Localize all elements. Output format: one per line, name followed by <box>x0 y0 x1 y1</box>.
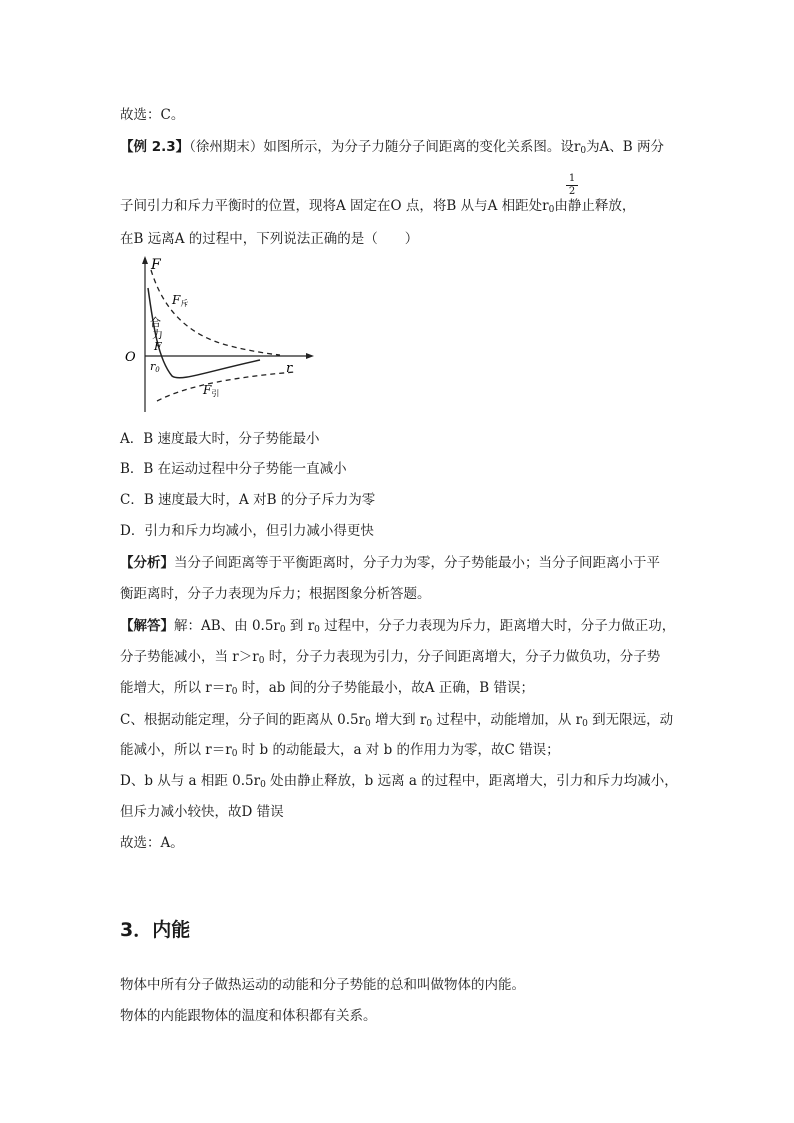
subscript-0: 0 <box>231 687 238 697</box>
option-d: D．引力和斥力均减小，但引力减小得更快 <box>120 523 374 539</box>
analysis-line-1 <box>120 554 660 572</box>
net-force-curve <box>148 288 260 378</box>
molecular-force-graph <box>120 254 320 414</box>
analysis-text-1: 当分子间距离等于平衡距离时，分子力为零，分子势能最小；当分子间距离小于平 <box>174 555 660 571</box>
axis-label-r: r <box>286 361 293 376</box>
svg-text:F引 <box>202 383 219 398</box>
subscript-0: 0 <box>258 656 265 666</box>
solution-text-4c: 过程中，动能增加，从 r <box>432 712 583 728</box>
subscript-0: 0 <box>314 625 320 635</box>
example-text-2: 为A、B 两分 <box>586 139 665 155</box>
paragraph-2: 物体的内能跟物体的温度和体积都有关系。 <box>120 1008 377 1024</box>
solution-line-2 <box>120 648 660 670</box>
subscript-0: 0 <box>365 719 371 729</box>
solution-line-7: 但斥力减小较快，故D 错误 <box>120 804 284 820</box>
subscript-0: 0 <box>279 625 286 635</box>
subscript-0: 0 <box>260 780 266 790</box>
solution-line-3 <box>120 679 534 701</box>
section-heading: 3．内能 <box>120 919 191 941</box>
svg-text:F斥 <box>171 293 188 308</box>
solution-text-4a: C、根据动能定理，分子间的距离从 0.5r <box>120 712 366 728</box>
label-attract-sub: 引 <box>211 389 220 398</box>
label-net-2: 力 <box>152 328 163 341</box>
solution-text-2a: 分子势能减小，当 r＞r <box>120 649 259 665</box>
label-r0-sub: 0 <box>155 366 160 374</box>
solution-text-1b: 到 r <box>285 618 315 634</box>
solution-text-5b: 时 b 的动能最大，a 对 b 的作用力为零，故C 错误； <box>237 742 560 758</box>
subscript-0: 0 <box>548 205 555 215</box>
analysis-tag: 【分析】 <box>120 555 174 571</box>
option-b: B．B 在运动过程中分子势能一直减小 <box>120 461 347 477</box>
solution-line-1 <box>120 617 675 639</box>
solution-text-4b: 增大到 r <box>370 712 427 728</box>
label-net-3: F <box>154 340 162 353</box>
example-tag: 【例 2.3】 <box>120 139 190 155</box>
subscript-0: 0 <box>582 719 588 729</box>
option-a: A．B 速度最大时，分子势能最小 <box>120 431 320 447</box>
solution-text-5a: 能减小，所以 r＝r <box>120 742 232 758</box>
repulsive-force-curve <box>151 270 280 355</box>
svg-text:r0 <box>150 360 160 374</box>
solution-tag: 【解答】 <box>120 618 174 634</box>
solution-line-5 <box>120 741 560 763</box>
subscript-0: 0 <box>580 146 587 156</box>
solution-text-6b: 处由静止释放，b 远离 a 的过程中，距离增大，引力和斥力均减小， <box>265 773 678 789</box>
example-text-3b: r <box>542 198 549 214</box>
solution-line-6 <box>120 772 678 794</box>
solution-line-4 <box>120 711 673 733</box>
example-text: （徐州期末）如图所示，为分子力随分子间距离的变化关系图。设r <box>189 139 581 155</box>
analysis-line-2: 衡距离时，分子力表现为斥力；根据图象分析答题。 <box>120 586 431 602</box>
subscript-0: 0 <box>426 719 433 729</box>
example-line-4: 在B 远离A 的过程中，下列说法正确的是（ ） <box>120 231 419 247</box>
example-text-3a: 子间引力和斥力平衡时的位置，现将A 固定在O 点，将B 从与A 相距处 <box>120 198 543 214</box>
label-r0: r <box>150 360 156 373</box>
fraction-half <box>566 174 578 197</box>
line-choice-c: 故选：C。 <box>120 107 185 123</box>
label-repel-F: F <box>172 293 181 307</box>
solution-line-8: 故选：A。 <box>120 835 184 851</box>
attractive-force-curve <box>157 372 295 401</box>
label-attract-F: F <box>203 383 212 397</box>
solution-text-4d: 到无限远，动 <box>587 712 674 728</box>
option-c: C．B 速度最大时，A 对B 的分子斥力为零 <box>120 492 376 508</box>
solution-text-3b: 时，ab 间的分子势能最小，故A 正确，B 错误； <box>237 680 534 696</box>
fraction-denominator: 2 <box>568 186 576 197</box>
example-text-3c: 由静止释放， <box>554 198 636 214</box>
paragraph-1: 物体中所有分子做热运动的动能和分子势能的总和叫做物体的内能。 <box>120 977 525 993</box>
solution-text-1c: 过程中，分子力表现为斥力，距离增大时，分子力做正功， <box>319 618 676 634</box>
subscript-0: 0 <box>231 749 238 759</box>
solution-text-6a: D、b 从与 a 相距 0.5r <box>120 773 261 789</box>
example-title-line <box>120 138 664 160</box>
axis-label-O: O <box>125 350 136 365</box>
solution-text-3a: 能增大，所以 r＝r <box>120 680 232 696</box>
solution-text-2b: 时，分子力表现为引力，分子间距离增大，分子力做负功，分子势 <box>264 649 661 665</box>
axis-label-F: F <box>151 257 161 273</box>
example-line-3 <box>120 197 635 219</box>
fraction-numerator: 1 <box>568 173 576 184</box>
solution-text-1a: 解：AB、由 0.5r <box>174 618 280 634</box>
label-repel-sub: 斥 <box>180 299 189 308</box>
label-net-1: 合 <box>150 316 161 329</box>
